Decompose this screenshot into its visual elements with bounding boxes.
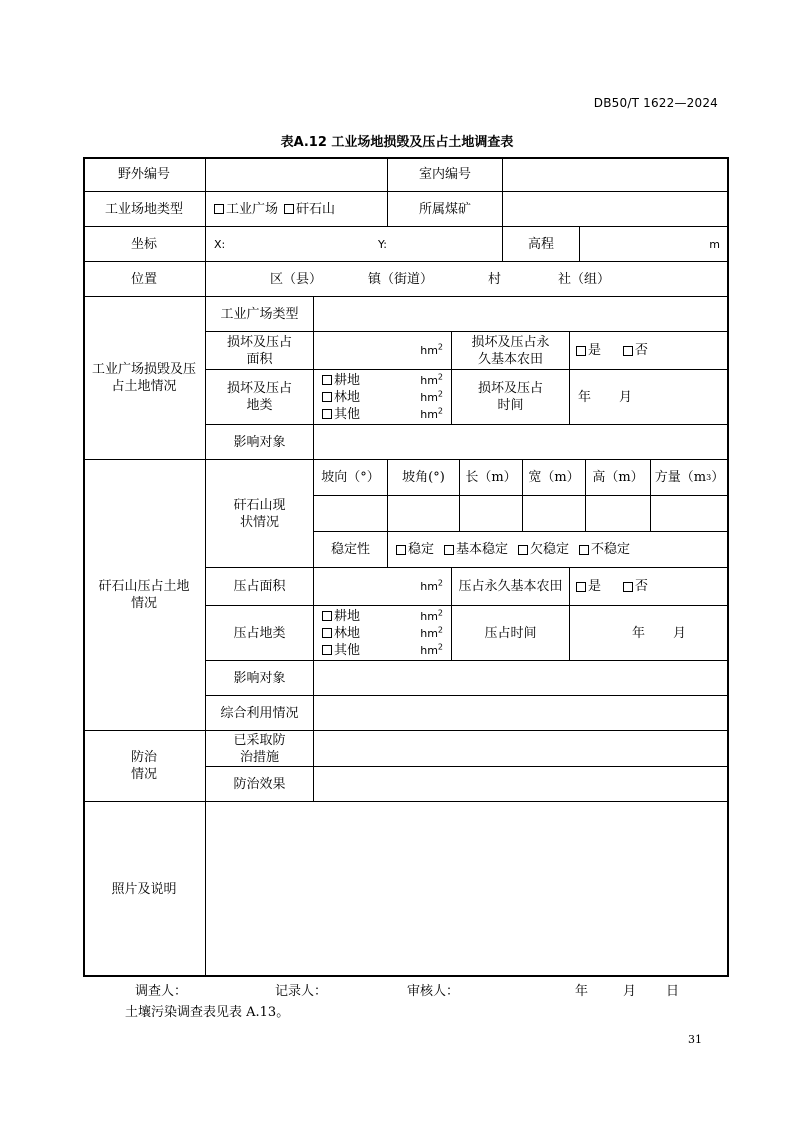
loc-county: 区（县）: [270, 271, 323, 287]
col-height: 高（m）: [586, 460, 651, 496]
checkbox-icon: [623, 346, 633, 356]
option-gangue-farmland-yes[interactable]: 是: [576, 578, 601, 595]
label-gangue-landtype: 压占地类: [206, 606, 314, 661]
checkbox-icon: [518, 545, 528, 555]
input-gangue-impact[interactable]: [314, 661, 729, 696]
option-plaza-farmland-yes[interactable]: 是: [576, 342, 601, 359]
label-gangue-area: 压占面积: [206, 568, 314, 606]
label-control-measures: 已采取防治措施: [206, 731, 314, 767]
label-location: 位置: [83, 262, 206, 297]
input-mine[interactable]: [503, 192, 729, 227]
checkbox-icon: [322, 392, 332, 402]
input-gangue-time[interactable]: 年 月: [570, 606, 729, 661]
plaza-farmland-options: [570, 332, 729, 370]
checkbox-icon: [576, 346, 586, 356]
gangue-landtype-options: [314, 606, 452, 661]
stability-options: [388, 532, 729, 568]
label-gangue-status: 矸石山现状情况: [206, 460, 314, 568]
label-plaza-farmland: 损坏及压占永久基本农田: [452, 332, 570, 370]
loc-village: 村: [488, 271, 502, 287]
checkbox-icon: [623, 582, 633, 592]
gangue-landtype-units: $hm^2$ $hm^2$ $hm^2$: [420, 607, 443, 657]
input-control-effect[interactable]: [314, 767, 729, 802]
checkbox-icon: [322, 409, 332, 419]
page-number: 31: [688, 1033, 702, 1046]
col-aspect: 坡向（°）: [314, 460, 388, 496]
label-plaza-landtype: 损坏及压占地类: [206, 370, 314, 425]
input-height[interactable]: [586, 496, 651, 532]
checkbox-icon: [214, 204, 224, 214]
input-plaza-area[interactable]: [314, 332, 452, 370]
survey-form: [83, 157, 729, 977]
section-gangue: 矸石山压占土地情况: [83, 460, 206, 731]
label-plaza-area: 损坏及压占面积: [206, 332, 314, 370]
input-length[interactable]: [460, 496, 523, 532]
checkbox-icon: [322, 611, 332, 621]
input-plaza-time[interactable]: 年 月: [570, 370, 729, 425]
label-gangue-impact: 影响对象: [206, 661, 314, 696]
option-plaza-lt-forest[interactable]: 林地: [322, 389, 360, 406]
input-field-no[interactable]: [206, 157, 388, 192]
input-gangue-use[interactable]: [314, 696, 729, 731]
section-control: 防治情况: [83, 731, 206, 802]
option-gangue-farmland-no[interactable]: 否: [623, 578, 648, 595]
checkbox-icon: [579, 545, 589, 555]
label-elevation: 高程: [503, 227, 580, 262]
label-plaza-type: 工业广场类型: [206, 297, 314, 332]
date-month: 月: [623, 984, 637, 999]
col-slope: 坡角(°): [388, 460, 460, 496]
col-volume: 方量（m 3 ）: [651, 460, 729, 496]
option-gangue-lt-other[interactable]: 其他: [322, 642, 360, 659]
checkbox-icon: [322, 375, 332, 385]
option-unstable[interactable]: 不稳定: [579, 541, 630, 558]
checkbox-icon: [576, 582, 586, 592]
date-year: 年: [575, 984, 589, 999]
option-gangue-lt-farmland[interactable]: 耕地: [322, 608, 360, 625]
input-slope[interactable]: [388, 496, 460, 532]
label-site-type: 工业场地类型: [83, 192, 206, 227]
input-aspect[interactable]: [314, 496, 388, 532]
label-gangue-use: 综合利用情况: [206, 696, 314, 731]
loc-group: 社（组）: [558, 271, 611, 287]
section-plaza: 工业广场损毁及压占土地情况: [83, 297, 206, 460]
gangue-area-unit: $hm^2$: [420, 578, 443, 593]
input-elevation[interactable]: [580, 227, 729, 262]
reviewer-label: 审核人：: [407, 984, 460, 999]
checkbox-icon: [444, 545, 454, 555]
option-plaza[interactable]: 工业广场: [214, 201, 278, 218]
table-title: 表A.12 工业场地损毁及压占土地调查表: [280, 135, 514, 150]
investigator-label: 调查人：: [135, 984, 188, 999]
label-mine: 所属煤矿: [388, 192, 503, 227]
label-lab-no: 室内编号: [388, 157, 503, 192]
plaza-landtype-units: $hm^2$ $hm^2$ $hm^2$: [420, 371, 443, 421]
checkbox-icon: [396, 545, 406, 555]
input-gangue-area[interactable]: [314, 568, 452, 606]
option-gangue[interactable]: 矸石山: [284, 201, 335, 218]
recorder-label: 记录人：: [275, 984, 328, 999]
date-day: 日: [666, 984, 680, 999]
document-code: DB50/T 1622—2024: [593, 96, 718, 110]
checkbox-icon: [322, 628, 332, 638]
label-plaza-impact: 影响对象: [206, 425, 314, 460]
checkbox-icon: [284, 204, 294, 214]
label-photo: 照片及说明: [83, 802, 206, 977]
gangue-farmland-options: [570, 568, 729, 606]
label-gangue-time: 压占时间: [452, 606, 570, 661]
option-plaza-lt-other[interactable]: 其他: [322, 406, 360, 423]
option-plaza-farmland-no[interactable]: 否: [623, 342, 648, 359]
col-length: 长（m）: [460, 460, 523, 496]
option-basic-stable[interactable]: 基本稳定: [444, 541, 508, 558]
option-plaza-lt-farmland[interactable]: 耕地: [322, 372, 360, 389]
label-coord: 坐标: [83, 227, 206, 262]
input-volume[interactable]: [651, 496, 729, 532]
input-plaza-impact[interactable]: [314, 425, 729, 460]
input-location[interactable]: [206, 262, 729, 297]
input-control-measures[interactable]: [314, 731, 729, 767]
coord-y-label: Y:: [378, 237, 387, 251]
plaza-landtype-options: [314, 370, 452, 425]
option-less-stable[interactable]: 欠稳定: [518, 541, 569, 558]
col-width: 宽（m）: [523, 460, 586, 496]
footer-note: 土壤污染调查表见表 A.13。: [125, 1005, 290, 1020]
elevation-unit: m: [709, 237, 720, 251]
label-control-effect: 防治效果: [206, 767, 314, 802]
loc-town: 镇（街道）: [368, 271, 434, 287]
label-gangue-farmland: 压占永久基本农田: [452, 568, 570, 606]
label-plaza-time: 损坏及压占时间: [452, 370, 570, 425]
checkbox-icon: [322, 645, 332, 655]
input-coord[interactable]: [206, 227, 503, 262]
site-type-options: [206, 192, 388, 227]
input-photo[interactable]: [206, 802, 729, 977]
input-plaza-type[interactable]: [314, 297, 729, 332]
option-gangue-lt-forest[interactable]: 林地: [322, 625, 360, 642]
coord-x-label: X:: [214, 237, 226, 251]
input-width[interactable]: [523, 496, 586, 532]
label-field-no: 野外编号: [83, 157, 206, 192]
input-lab-no[interactable]: [503, 157, 729, 192]
label-stability: 稳定性: [314, 532, 388, 568]
option-stable[interactable]: 稳定: [396, 541, 434, 558]
plaza-area-unit: $hm^2$: [420, 342, 443, 357]
